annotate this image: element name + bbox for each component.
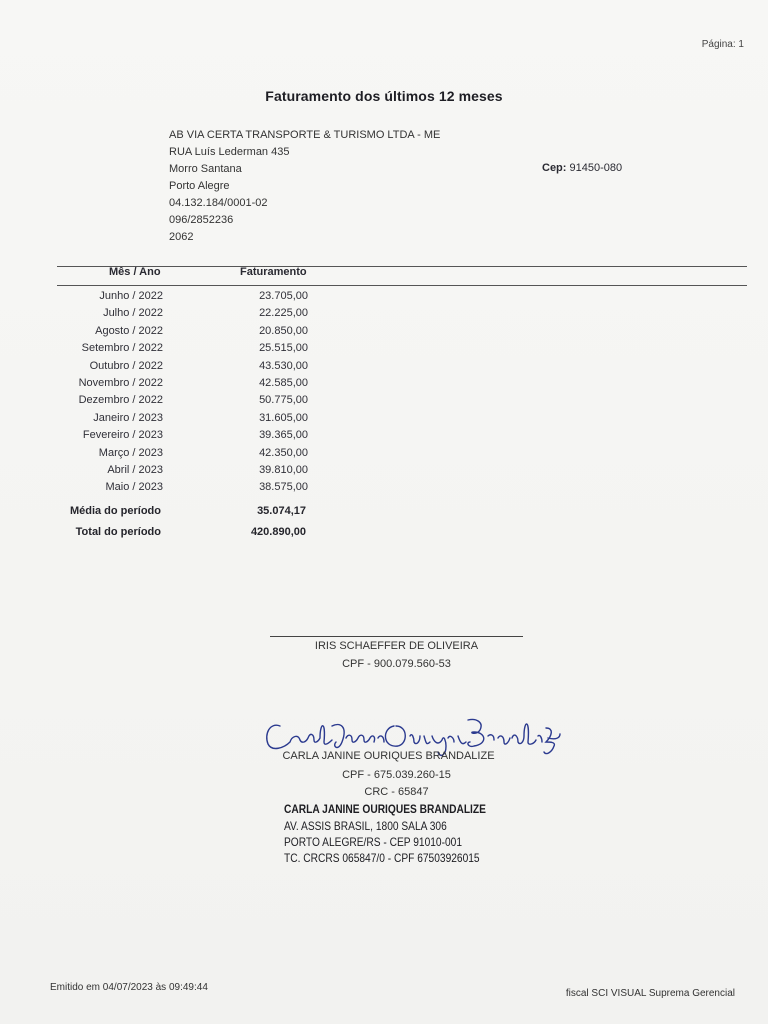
- revenue-cell: 25.515,00: [259, 342, 308, 355]
- month-cell: Janeiro / 2023: [93, 411, 163, 424]
- company-value: 2062: [169, 231, 194, 243]
- cep-label: Cep:: [542, 162, 567, 174]
- signatory-2-crc: CRC - 65847: [364, 786, 429, 798]
- company-value: Porto Alegre: [169, 180, 230, 192]
- month-cell: Novembro / 2022: [78, 377, 163, 389]
- stamp-city: PORTO ALEGRE/RS - CEP 91010-001: [284, 835, 463, 849]
- average-value: 35.074,17: [257, 505, 306, 517]
- revenue-cell: 39.365,00: [259, 429, 308, 442]
- stamp-address: AV. ASSIS BRASIL, 1800 SALA 306: [284, 819, 447, 833]
- column-header-revenue: Faturamento: [240, 266, 307, 278]
- month-cell: Setembro / 2022: [81, 342, 163, 355]
- revenue-cell: 22.225,00: [259, 307, 308, 320]
- month-cell: Junho / 2022: [99, 290, 163, 302]
- signatory-2-name: CARLA JANINE OURIQUES BRANDALIZE: [282, 750, 495, 762]
- month-cell: Agosto / 2022: [95, 324, 163, 337]
- table-header-rule: [57, 285, 747, 286]
- month-cell: Julho / 2022: [103, 307, 163, 320]
- revenue-cell: 43.530,00: [259, 359, 308, 372]
- document-title: Faturamento dos últimos 12 meses: [265, 88, 503, 104]
- table-row: [0, 427, 400, 444]
- company-value: RUA Luís Lederman 435: [169, 146, 290, 158]
- software-footer: fiscal SCI VISUAL Suprema Gerencial: [565, 988, 735, 999]
- signature-line: [270, 636, 523, 637]
- month-cell: Abril / 2023: [107, 464, 163, 476]
- signatory-1-name: IRIS SCHAEFFER DE OLIVEIRA: [314, 640, 479, 652]
- company-value: AB VIA CERTA TRANSPORTE & TURISMO LTDA - ME: [169, 129, 441, 141]
- cep-value: 91450-080: [569, 162, 623, 174]
- revenue-cell: 42.350,00: [259, 446, 308, 459]
- month-cell: Outubro / 2022: [89, 359, 163, 372]
- table-row: [0, 445, 400, 462]
- signatory-1-cpf: CPF - 900.079.560-53: [342, 658, 451, 670]
- average-row: [0, 503, 400, 520]
- stamp-name: CARLA JANINE OURIQUES BRANDALIZE: [284, 802, 486, 816]
- total-value: 420.890,00: [250, 526, 306, 538]
- revenue-cell: 20.850,00: [259, 324, 308, 337]
- table-row: [0, 288, 400, 305]
- month-cell: Maio / 2023: [105, 481, 163, 494]
- company-value: 096/2852236: [169, 214, 234, 226]
- revenue-cell: 50.775,00: [259, 394, 308, 407]
- cep: [542, 162, 622, 174]
- revenue-cell: 42.585,00: [259, 377, 308, 389]
- column-header-month: Mês / Ano: [109, 266, 161, 278]
- table-row: [0, 462, 400, 479]
- company-value: Morro Santana: [169, 163, 242, 175]
- emission-date: Emitido em 04/07/2023 às 09:49:44: [50, 982, 208, 993]
- table-row: [0, 479, 400, 496]
- table-row: [0, 305, 400, 322]
- revenue-cell: 23.705,00: [259, 290, 308, 302]
- table-row: [0, 392, 400, 409]
- company-value: 04.132.184/0001-02: [169, 197, 268, 209]
- page-number: Página: 1: [701, 39, 744, 50]
- revenue-cell: 31.605,00: [259, 411, 308, 424]
- table-row: [0, 323, 400, 340]
- revenue-cell: 39.810,00: [259, 464, 308, 476]
- stamp-registration: TC. CRCRS 065847/0 - CPF 67503926015: [284, 851, 480, 865]
- table-row: [0, 340, 400, 357]
- average-label: Média do período: [69, 505, 161, 517]
- month-cell: Dezembro / 2022: [78, 394, 163, 407]
- table-row: [0, 358, 400, 375]
- month-cell: Fevereiro / 2023: [82, 429, 163, 442]
- table-row: [0, 410, 400, 427]
- table-row: [0, 375, 400, 392]
- total-label: Total do período: [75, 526, 161, 538]
- total-row: [0, 524, 400, 541]
- revenue-cell: 38.575,00: [259, 481, 308, 494]
- month-cell: Março / 2023: [98, 446, 163, 459]
- signatory-2-cpf: CPF - 675.039.260-15: [342, 769, 451, 781]
